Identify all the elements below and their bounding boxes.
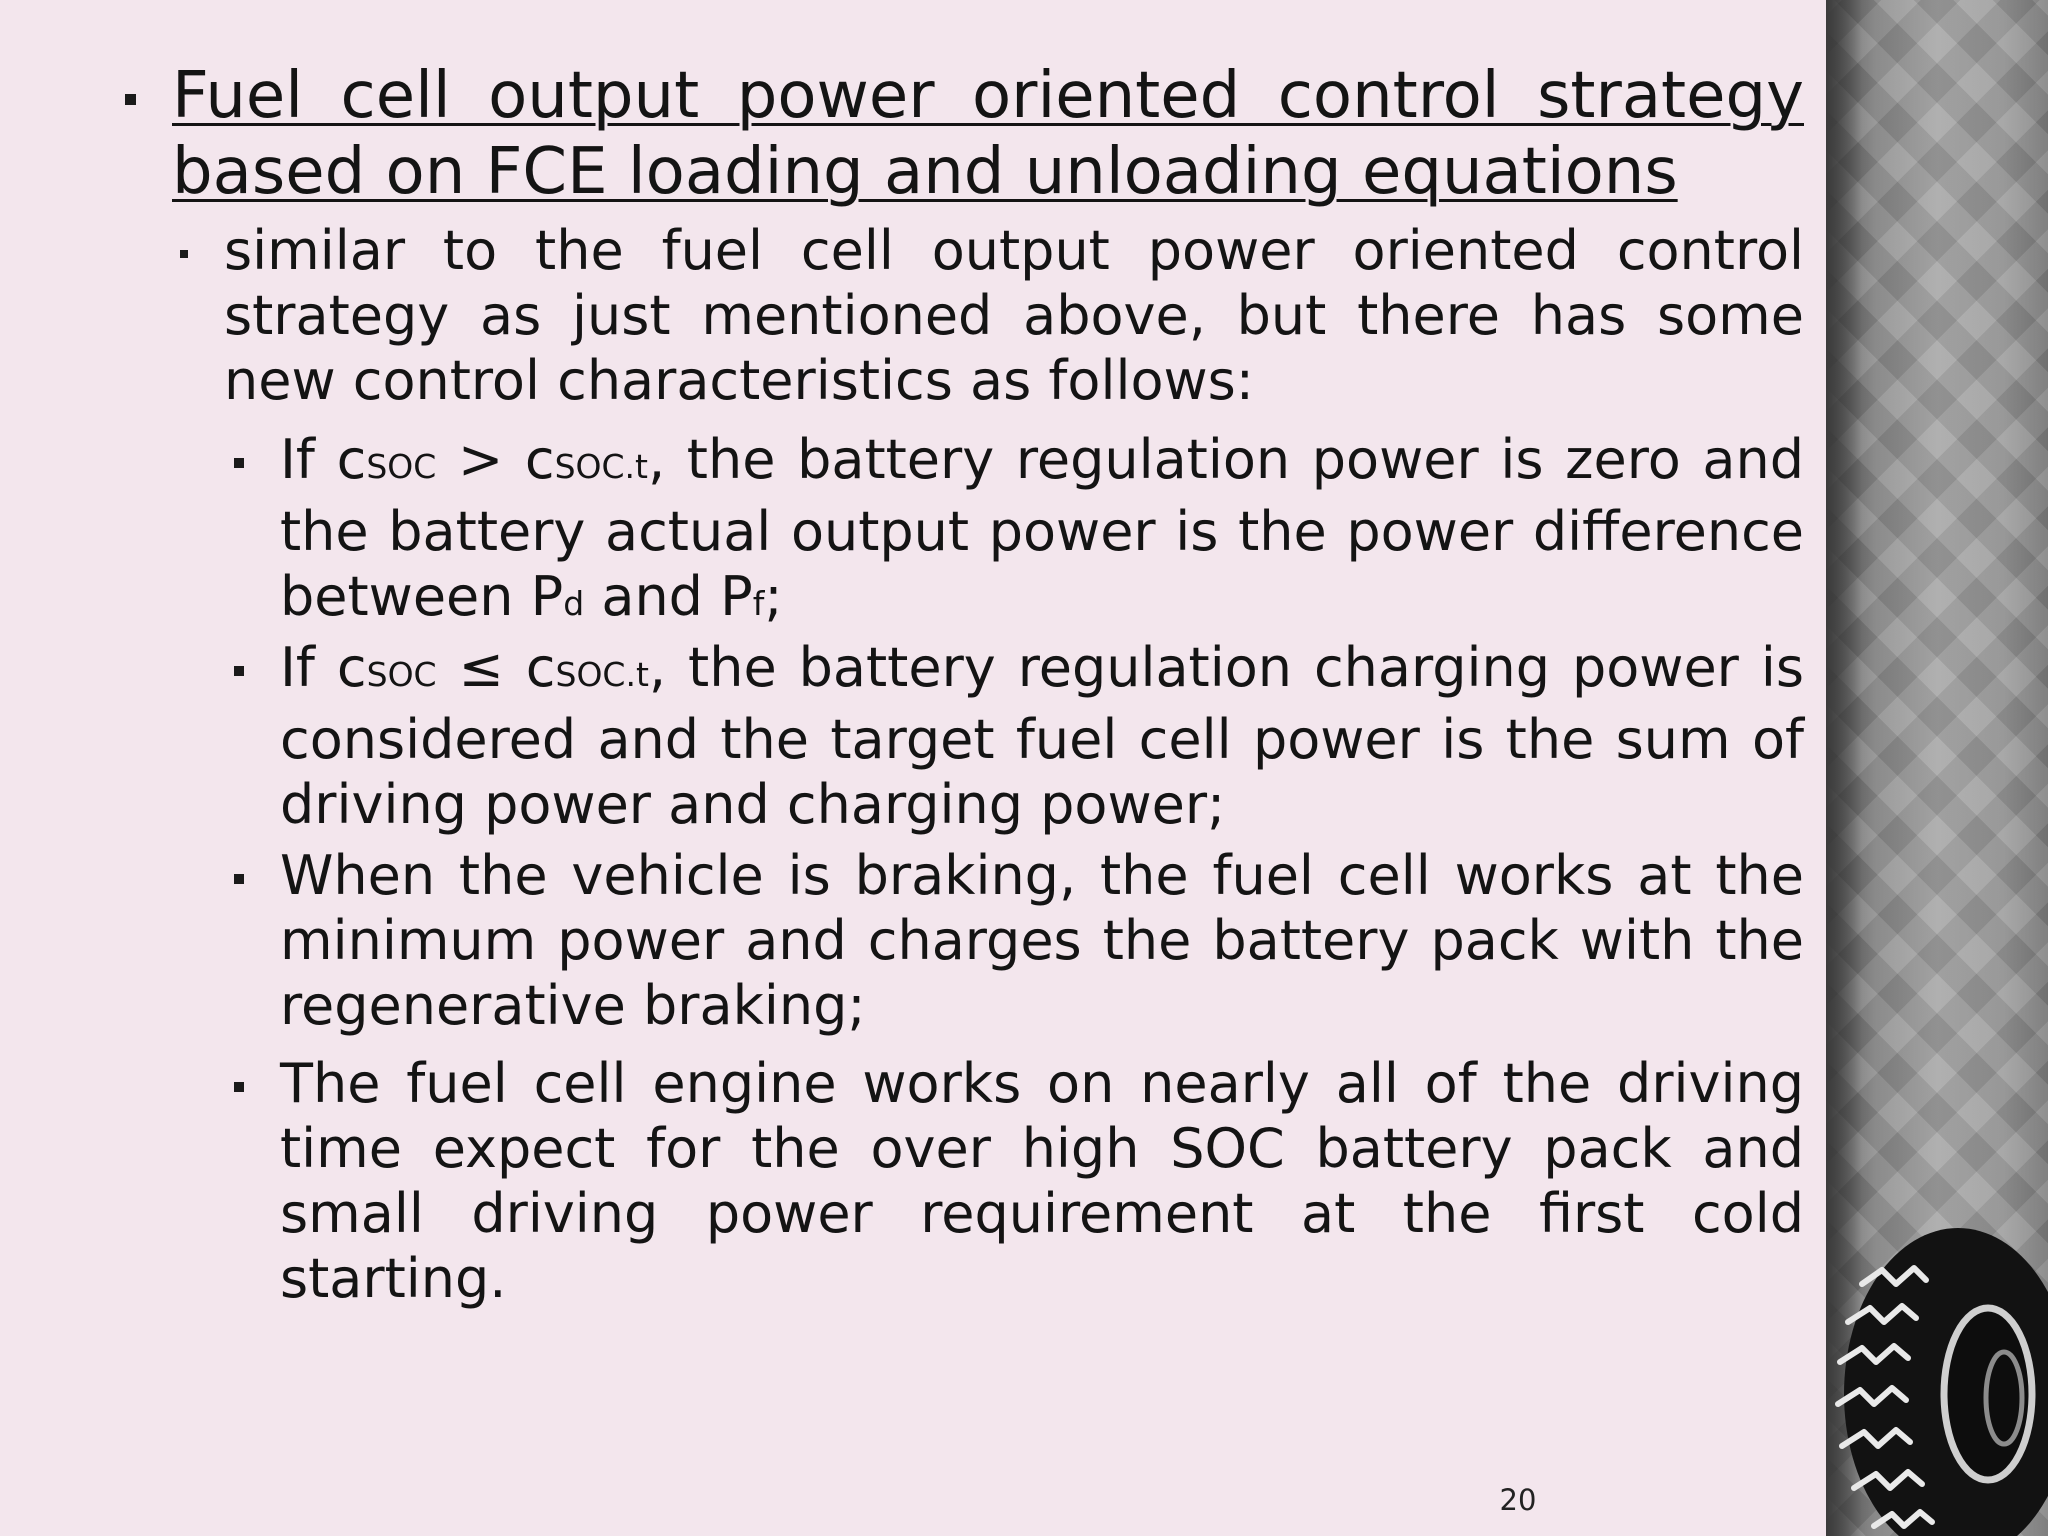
bullet-2-c1: c <box>336 636 367 699</box>
bullet-3-icon <box>234 874 244 884</box>
bullet-2-c1-sub: SOC <box>366 655 437 694</box>
bullet-2-main: , the battery regulation charging power is considered and the target fuel cell power is the sum of driving power and charging power; <box>280 636 1804 836</box>
bullet-1-c1: c <box>336 428 367 491</box>
bullet-1-main: , the battery regulation power is zero and the battery actual output power is the power difference between P <box>280 428 1805 628</box>
bullet-2-prefix: If <box>280 636 337 699</box>
bullet-1-c1-sub: SOC <box>366 447 437 486</box>
bullet-2-icon <box>234 666 244 676</box>
bullet-1-prefix: If <box>280 428 337 491</box>
bullet-4-text: The fuel cell engine works on nearly all of the driving time expect for the over high SOC battery pack and small driving power requirement at the first cold starting. <box>280 1052 1804 1310</box>
bullet-2-c2: c <box>525 636 556 699</box>
bullet-1-p1-sub: d <box>563 584 585 623</box>
bullet-2-text <box>280 635 1804 837</box>
bullet-1-text <box>280 427 1804 636</box>
bullet-1-end: ; <box>764 565 783 628</box>
bullet-2-c2-sub: SOC.t <box>555 655 649 694</box>
intro-text: similar to the fuel cell output power oriented control strategy as just mentioned above, but there has some new control characteristics as follows: <box>224 219 1804 412</box>
slide-title: Fuel cell output power oriented control strategy based on FCE loading and unloading equations <box>172 59 1804 209</box>
bullet-2-operator: ≤ <box>436 636 526 699</box>
bullet-3-text: When the vehicle is braking, the fuel cell works at the minimum power and charges the battery pack with the regenerative braking; <box>280 844 1804 1037</box>
tire-icon <box>1826 1226 2048 1536</box>
bullet-1-p2-sub: f <box>752 584 765 623</box>
intro-bullet-icon <box>180 250 188 258</box>
bullet-4-icon <box>234 1082 244 1092</box>
bullet-1-icon <box>234 458 244 468</box>
bullet-1-c2-sub: SOC.t <box>554 447 648 486</box>
bullet-1-and: and P <box>584 565 753 628</box>
bullet-1-operator: > <box>436 428 525 491</box>
title-bullet-icon <box>125 94 136 105</box>
page-number: 20 <box>1499 1483 1537 1517</box>
bullet-1-c2: c <box>524 428 555 491</box>
